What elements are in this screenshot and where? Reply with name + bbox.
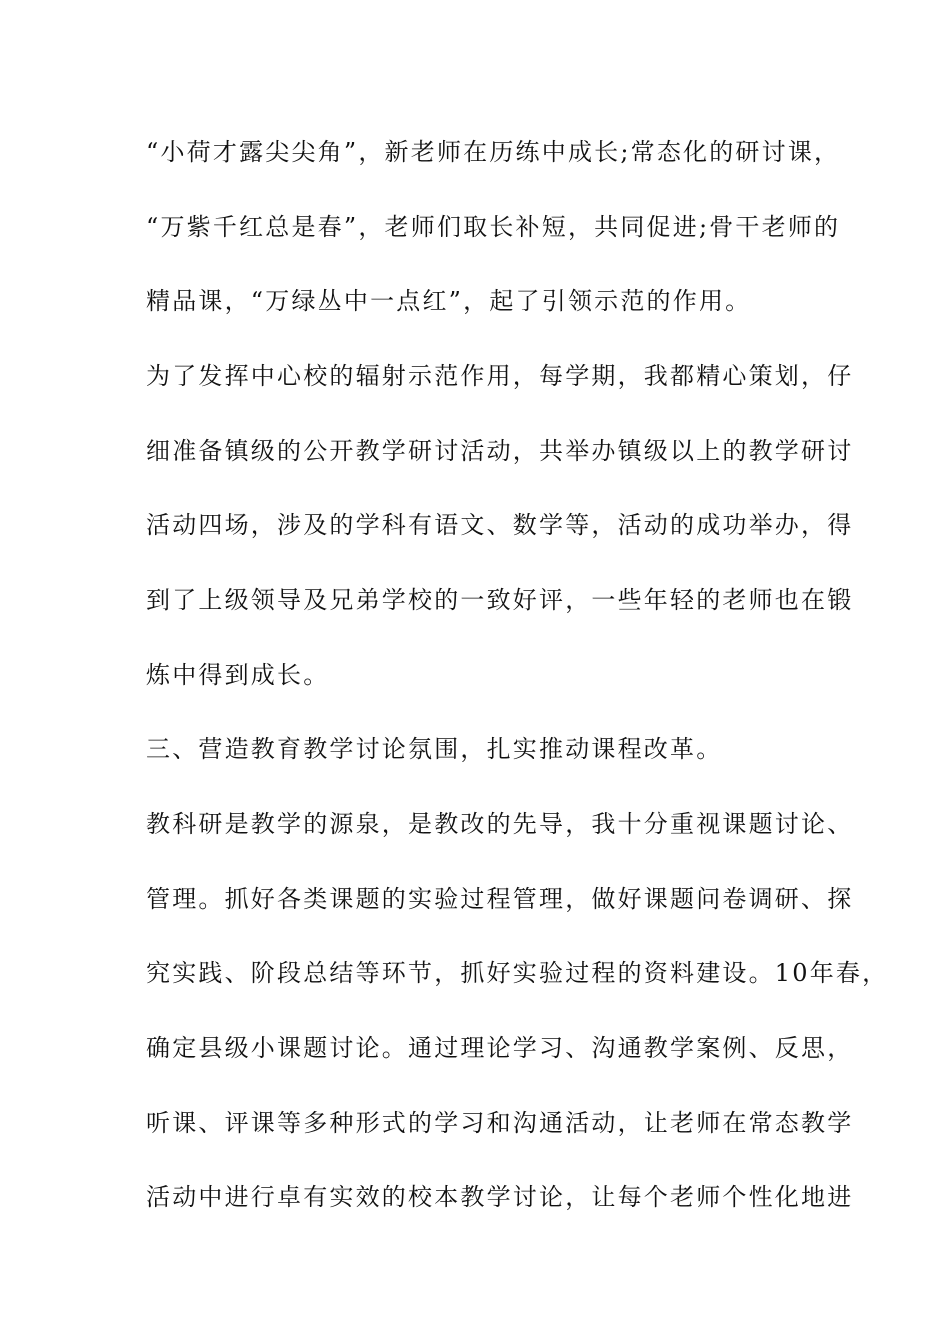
text-line: 确定县级小课题讨论。通过理论学习、沟通教学案例、反思， [146,1034,854,1062]
text-line: 到了上级领导及兄弟学校的一致好评，一些年轻的老师也在锻 [146,586,854,614]
text-line: 听课、评课等多种形式的学习和沟通活动，让老师在常态教学 [146,1109,854,1137]
text-line: 炼中得到成长。 [146,661,330,689]
text-line: 活动中进行卓有实效的校本教学讨论，让每个老师个性化地进 [146,1183,854,1211]
text-line: 精品课，“万绿丛中一点红”，起了引领示范的作用。 [146,287,752,315]
section-heading: 三、营造教育教学讨论氛围，扎实推动课程改革。 [146,735,723,763]
text-line: 活动四场，涉及的学科有语文、数学等，活动的成功举办，得 [146,511,854,539]
text-line: “小荷才露尖尖角”，新老师在历练中成长;常态化的研讨课， [146,138,841,166]
text-line: 为了发挥中心校的辐射示范作用，每学期，我都精心策划，仔 [146,362,854,390]
text-line: 细准备镇级的公开教学研讨活动，共举办镇级以上的教学研讨 [146,437,854,465]
text-line: 教科研是教学的源泉，是教改的先导，我十分重视课题讨论、 [146,810,854,838]
text-line: 究实践、阶段总结等环节，抓好实验过程的资料建设。10年春， [146,959,889,987]
text-line: “万紫千红总是春”，老师们取长补短，共同促进;骨干老师的 [146,213,841,241]
text-line: 管理。抓好各类课题的实验过程管理，做好课题问卷调研、探 [146,885,854,913]
